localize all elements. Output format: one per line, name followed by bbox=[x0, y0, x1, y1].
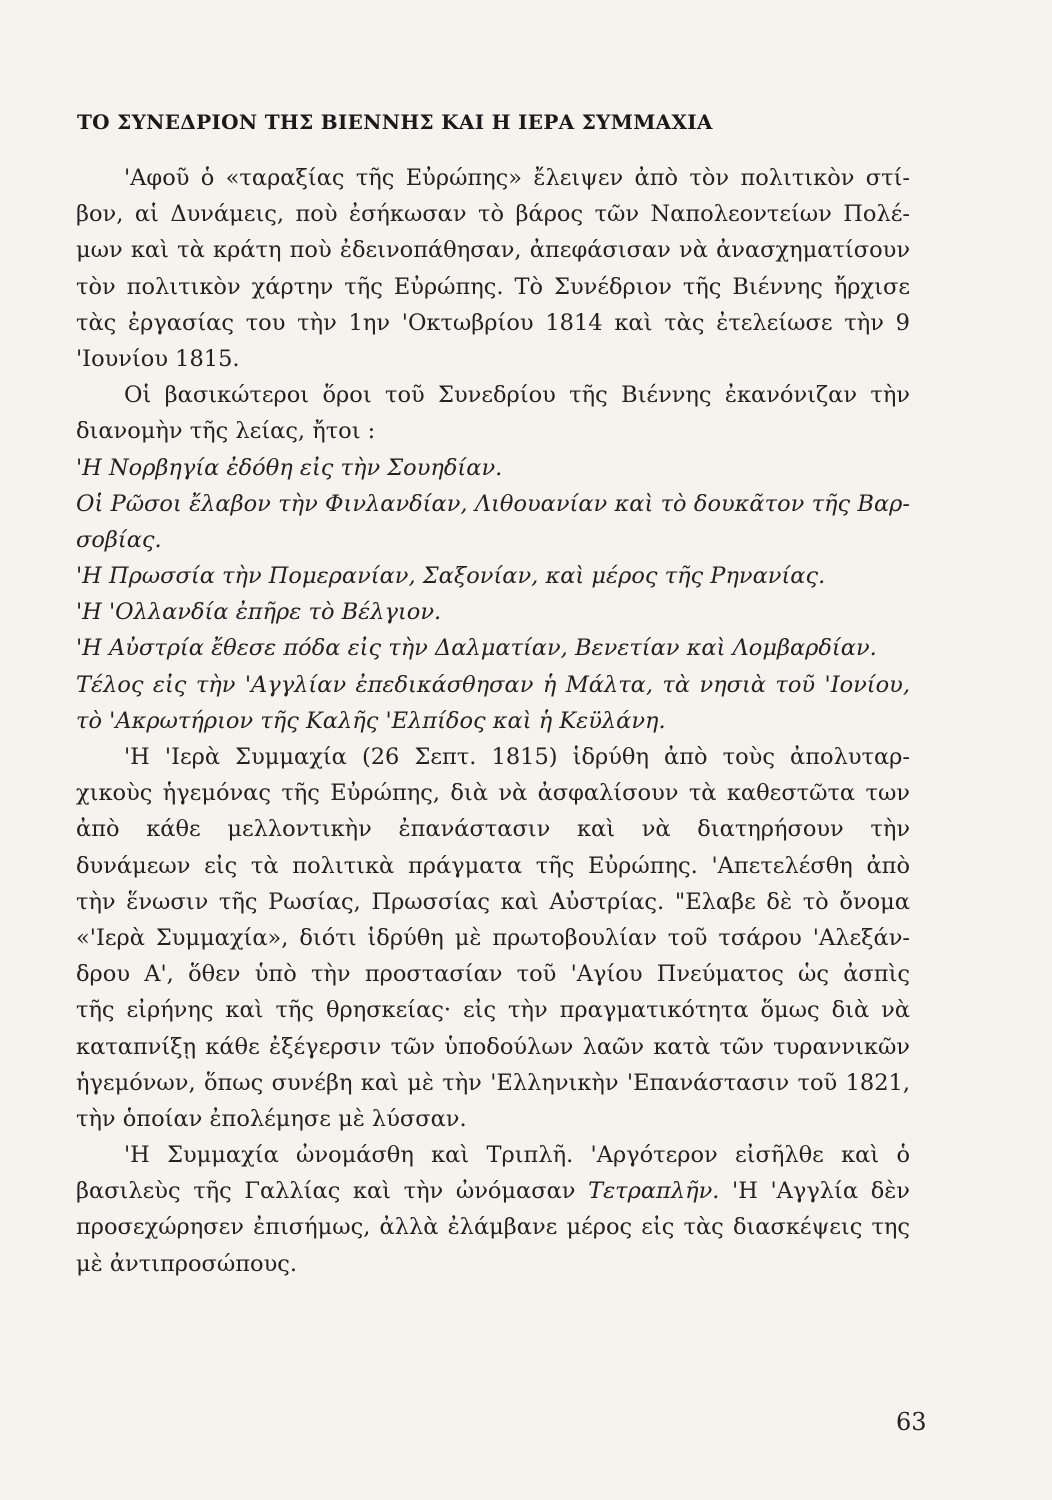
text-line: δρου Α', ὅθεν ὑπὸ τὴν προστασίαν τοῦ 'Αγίου Πνεύματος ὡς ἀσπὶς bbox=[76, 961, 910, 988]
text-line: Οἱ βασικώτεροι ὅροι τοῦ Συνεδρίου τῆς Βιέννης ἐκανόνιζαν τὴν bbox=[124, 382, 910, 409]
text-line: μων καὶ τὰ κράτη ποὺ ἐδεινοπάθησαν, ἀπεφάσισαν νὰ ἀνασχηματίσουν bbox=[76, 237, 910, 264]
text-line: τὰς ἐργασίας του τὴν 1ην 'Οκτωβρίου 1814 καὶ τὰς ἐτελείωσε τὴν 9 bbox=[76, 309, 910, 336]
text-line: τὴν ὁποίαν ἐπολέμησε μὲ λύσσαν. bbox=[76, 1105, 467, 1132]
text-line: ἡγεμόνων, ὅπως συνέβη καὶ μὲ τὴν 'Ελληνικὴν 'Επανάστασιν τοῦ 1821, bbox=[76, 1069, 910, 1096]
text-fragment: 'Η 'Αγγλία δὲν bbox=[732, 1178, 910, 1205]
text-line: Τέλος εἰς τὴν 'Αγγλίαν ἐπεδικάσθησαν ἡ Μάλτα, τὰ νησιὰ τοῦ 'Ιονίου, bbox=[76, 671, 910, 698]
text-line: διανομὴν τῆς λείας, ἤτοι : bbox=[76, 418, 376, 445]
text-fragment-italic: Τετραπλῆν. bbox=[588, 1178, 720, 1205]
text-line: τῆς εἰρήνης καὶ τῆς θρησκείας· εἰς τὴν πραγματικότητα ὅμως διὰ νὰ bbox=[76, 997, 910, 1024]
text-line: καταπνίξῃ κάθε ἐξέγερσιν τῶν ὑποδούλων λαῶν κατὰ τῶν τυραννικῶν bbox=[76, 1033, 910, 1060]
text-line: 'Ιουνίου 1815. bbox=[76, 345, 240, 372]
text-line: «'Ιερὰ Συμμαχία», διότι ἱδρύθη μὲ πρωτοβουλίαν τοῦ τσάρου 'Αλεξάν- bbox=[76, 924, 910, 951]
text-line: τὸν πολιτικὸν χάρτην τῆς Εὐρώπης. Τὸ Συνέδριον τῆς Βιέννης ἤρχισε bbox=[76, 273, 910, 300]
text-line: 'Η Συμμαχία ὠνομάσθη καὶ Τριπλῆ. 'Αργότερον εἰσῆλθε καὶ ὁ bbox=[124, 1142, 910, 1169]
text-fragment: βασιλεὺς τῆς Γαλλίας καὶ τὴν ὠνόμασαν bbox=[76, 1178, 576, 1205]
text-line: 'Η Πρωσσία τὴν Πομερανίαν, Σαξονίαν, καὶ μέρος τῆς Ρηνανίας. bbox=[76, 563, 826, 590]
body-text bbox=[76, 160, 910, 1282]
text-line: σοβίας. bbox=[76, 526, 162, 553]
chapter-heading: ΤΟ ΣΥΝΕΔΡΙΟΝ ΤΗΣ ΒΙΕΝΝΗΣ ΚΑΙ Η ΙΕΡΑ ΣΥΜΜΑΧΙΑ bbox=[77, 110, 713, 134]
text-line: τὴν ἕνωσιν τῆς Ρωσίας, Πρωσσίας καὶ Αὐστρίας. "Ελαβε δὲ τὸ ὄνομα bbox=[76, 888, 910, 915]
text-line: προσεχώρησεν ἐπισήμως, ἀλλὰ ἐλάμβανε μέρος εἰς τὰς διασκέψεις της bbox=[76, 1214, 910, 1241]
text-line: τὸ 'Ακρωτήριον τῆς Καλῆς 'Ελπίδος καὶ ἡ Κεϋλάνη. bbox=[76, 707, 666, 734]
text-line: 'Η 'Ιερὰ Συμμαχία (26 Σεπτ. 1815) ἱδρύθη ἀπὸ τοὺς ἀπολυταρ- bbox=[124, 744, 910, 770]
text-line: 'Αφοῦ ὁ «ταραξίας τῆς Εὐρώπης» ἔλειψεν ἀπὸ τὸν πολιτικὸν στί- bbox=[124, 165, 910, 191]
text-line: Οἱ Ρῶσοι ἔλαβον τὴν Φινλανδίαν, Λιθουανίαν καὶ τὸ δουκᾶτον τῆς Βαρ- bbox=[76, 490, 910, 517]
text-line: 'Η 'Ολλανδία ἐπῆρε τὸ Βέλγιον. bbox=[76, 599, 442, 626]
text-line-mixed bbox=[76, 1173, 910, 1209]
page-number: 63 bbox=[896, 1408, 927, 1436]
text-line: μὲ ἀντιπροσώπους. bbox=[76, 1250, 298, 1277]
text-line: 'Η Αὐστρία ἔθεσε πόδα εἰς τὴν Δαλματίαν, Βενετίαν καὶ Λομβαρδίαν. bbox=[76, 635, 877, 662]
text-line: 'Η Νορβηγία ἐδόθη εἰς τὴν Σουηδίαν. bbox=[76, 454, 503, 481]
text-line: δυνάμεων εἰς τὰ πολιτικὰ πράγματα τῆς Εὐρώπης. 'Απετελέσθη ἀπὸ bbox=[76, 852, 910, 879]
text-line: βον, αἱ Δυνάμεις, ποὺ ἐσήκωσαν τὸ βάρος τῶν Ναπολεοντείων Πολέ- bbox=[76, 201, 910, 228]
text-line: χικοὺς ἡγεμόνας τῆς Εὐρώπης, διὰ νὰ ἀσφαλίσουν τὰ καθεστῶτα των bbox=[76, 780, 910, 807]
text-line: ἀπὸ κάθε μελλοντικὴν ἐπανάστασιν καὶ νὰ διατηρήσουν τὴν bbox=[76, 816, 910, 843]
